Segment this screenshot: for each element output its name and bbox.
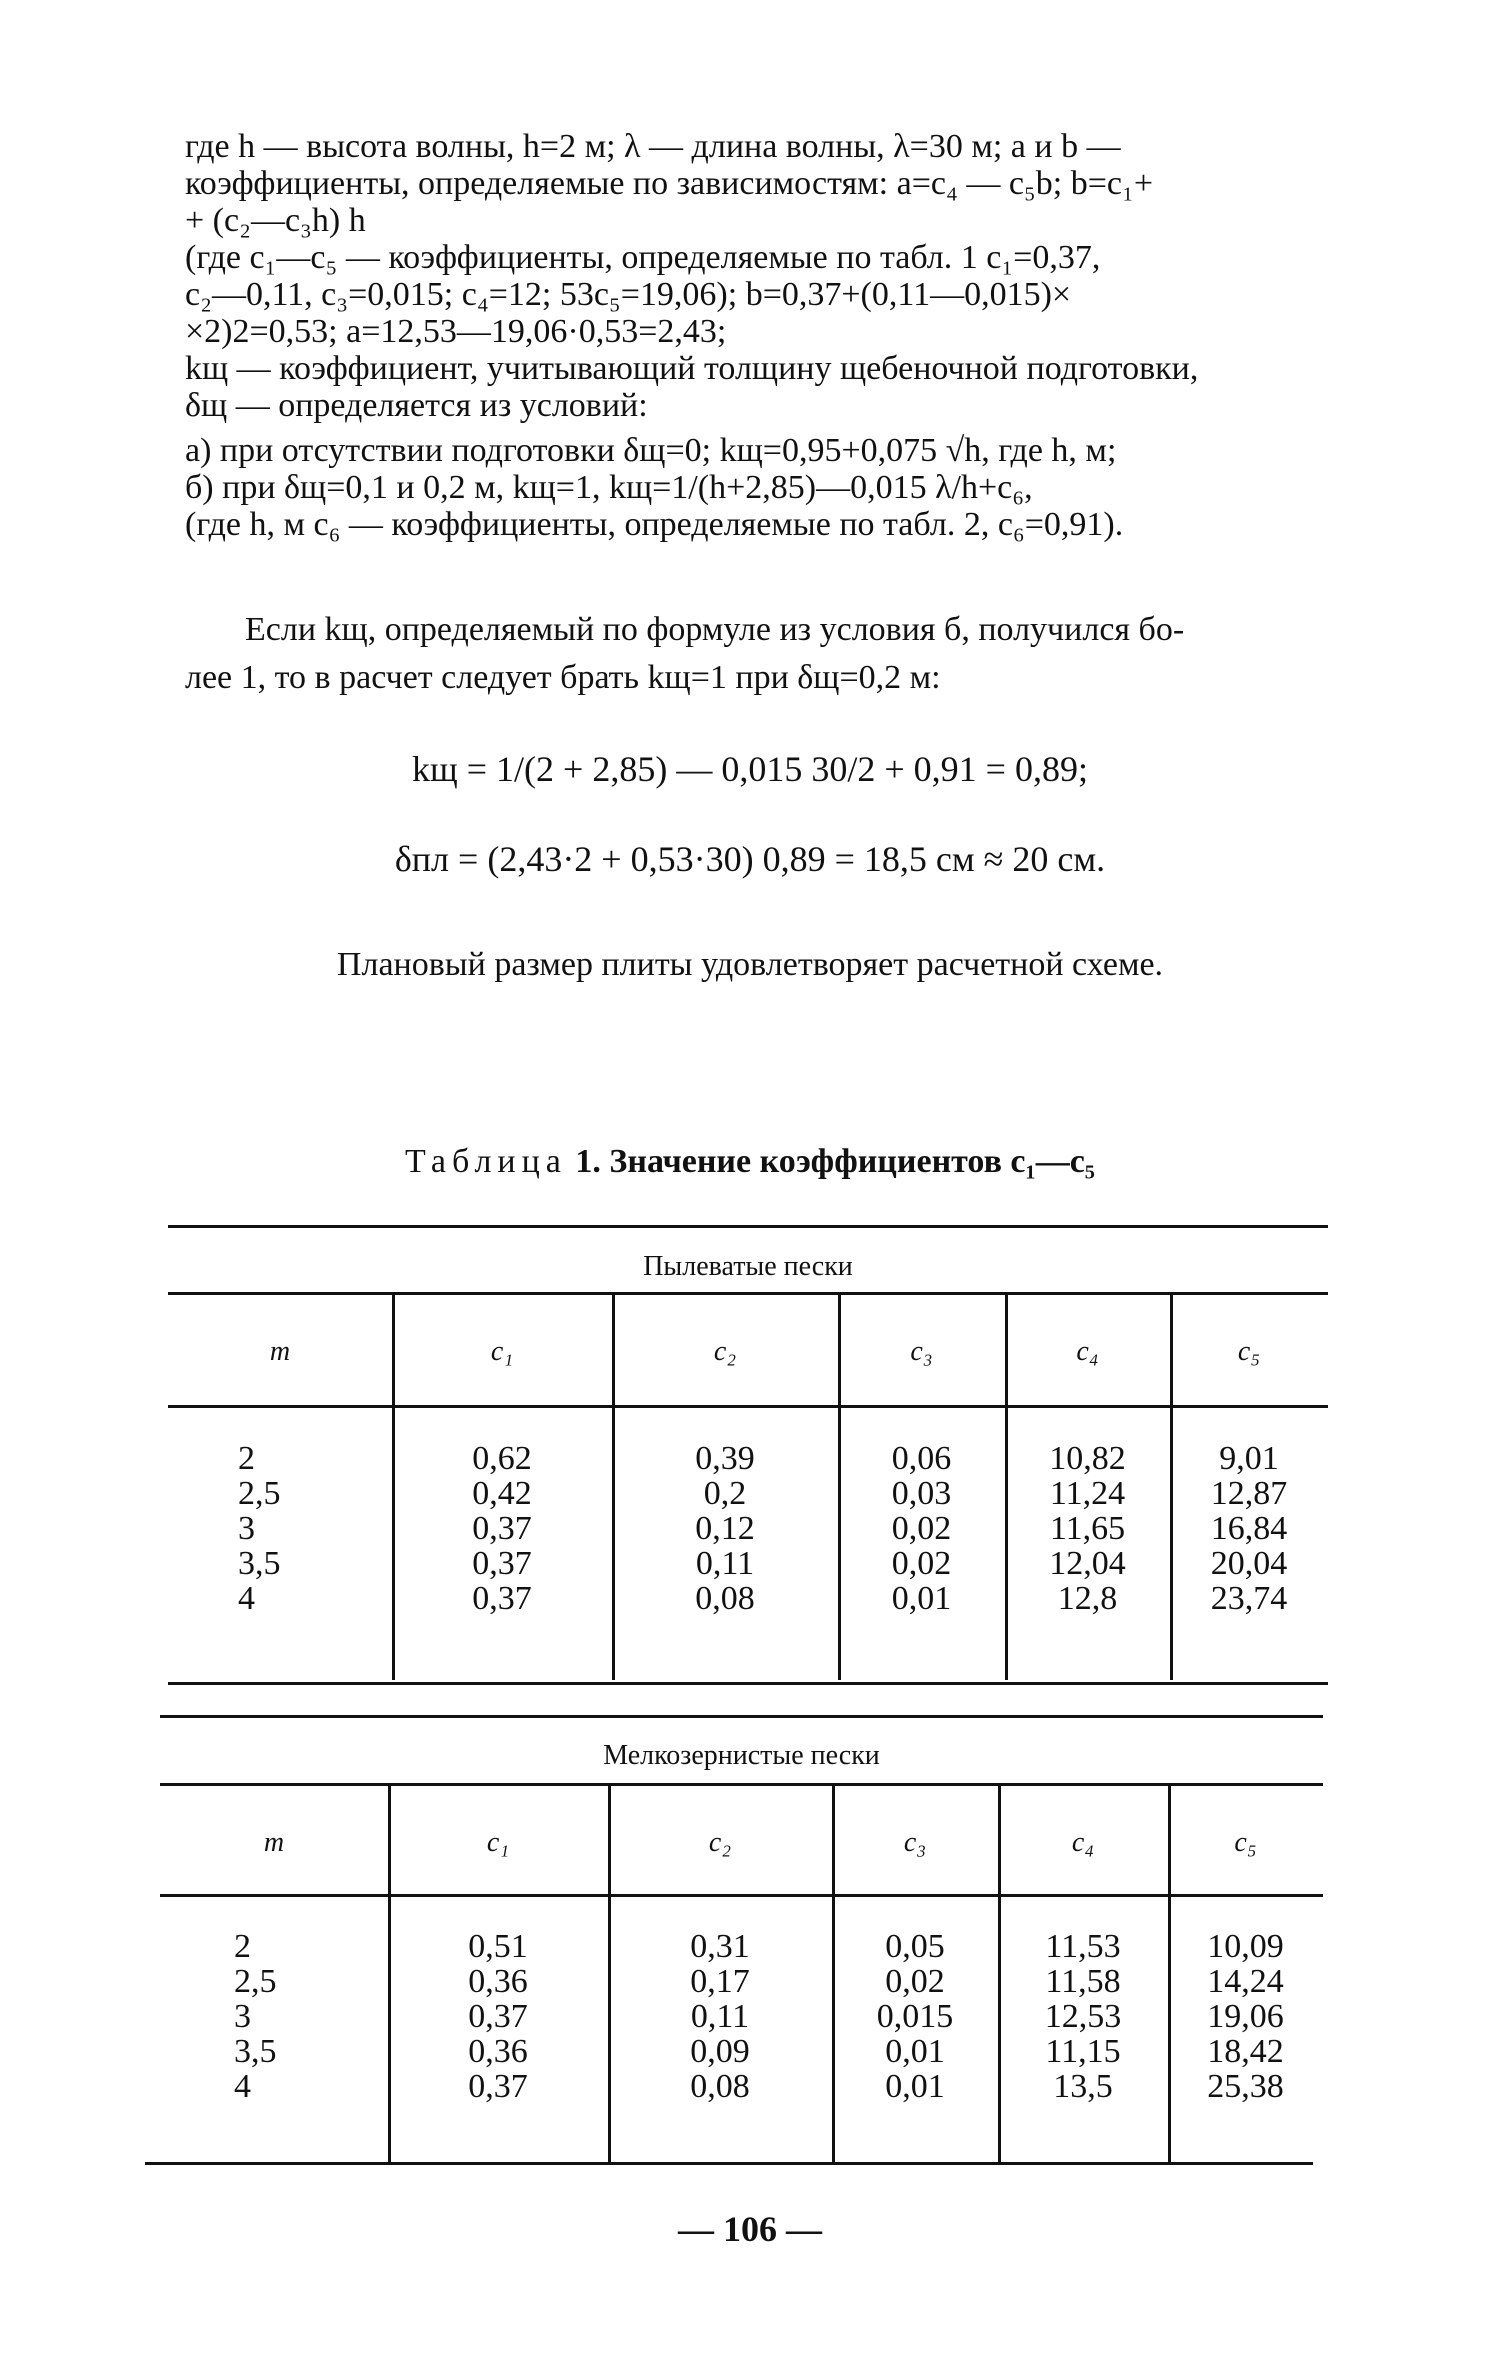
table-cell: 0,37	[468, 2068, 528, 2105]
table-cell: 0,51	[468, 1928, 528, 1965]
table-cell: 11,58	[1045, 1963, 1121, 2000]
intro-line: + (c₂—c₃h) h	[185, 202, 366, 239]
table-cell: 0,37	[472, 1545, 532, 1582]
header-c4: c₄	[1076, 1336, 1099, 1367]
intro-line: kщ — коэффициент, учитывающий толщину щебеночной подготовки,	[185, 350, 1199, 387]
rule	[160, 1783, 1323, 1786]
table-cell: 3	[234, 1998, 251, 2035]
table-cell: 4	[234, 2068, 251, 2105]
rule	[168, 1225, 1328, 1228]
header-m: m	[269, 1336, 291, 1367]
table-cell: 0,36	[468, 1963, 528, 2000]
formula-k: kщ = 1/(2 + 2,85) — 0,015 30/2 + 0,91 = 0,89;	[412, 749, 1088, 789]
intro-paragraph	[185, 128, 1345, 424]
header-c3: c₃	[910, 1336, 933, 1367]
table-cell: 12,8	[1057, 1580, 1118, 1617]
intro-line: c₂—0,11, c₃=0,015; c₄=12; 53c₅=19,06); b=0,37+(0,11—0,015)×	[185, 276, 1072, 313]
table-cell: 0,05	[885, 1928, 945, 1965]
table-cell: 2	[238, 1440, 255, 1477]
table-cell: 2,5	[238, 1475, 281, 1512]
condition-line: а) при отсутствии подготовки δщ=0; kщ=0,95+0,075 √h, где h, м;	[185, 432, 1117, 469]
table-cell: 10,82	[1049, 1440, 1126, 1477]
table-cell: 3	[238, 1510, 255, 1547]
table-cell: 12,53	[1044, 1998, 1122, 2035]
table-cell: 0,015	[876, 1998, 954, 2035]
table-title-text: 1. Значение коэффициентов c₁—c₅	[575, 1143, 1096, 1180]
table-cell: 20,04	[1210, 1545, 1288, 1582]
rule	[160, 1715, 1323, 1718]
table-cell: 13,5	[1053, 2068, 1113, 2105]
explanation-line: лее 1, то в расчет следует брать kщ=1 при δщ=0,2 м:	[185, 659, 941, 696]
table-cell: 12,87	[1210, 1475, 1288, 1512]
column-c1-values	[392, 1441, 612, 1616]
table-cell: 0,62	[472, 1440, 532, 1477]
table-cell: 0,03	[891, 1475, 952, 1512]
table-cell: 0,02	[891, 1510, 952, 1547]
rule	[168, 1682, 1328, 1685]
table-cell: 11,24	[1049, 1475, 1126, 1512]
formula-delta: δпл = (2,43·2 + 0,53·30) 0,89 = 18,5 см ≈ 20 см.	[394, 839, 1106, 879]
column-m-values	[234, 1928, 277, 2105]
explanation-line: Если kщ, определяемый по формуле из условия б, получился бо-	[245, 611, 1185, 648]
column-m-values	[238, 1440, 281, 1617]
table-cell: 3,5	[234, 2033, 277, 2070]
table-cell: 0,02	[891, 1545, 952, 1582]
table-cell: 0,01	[885, 2033, 945, 2070]
table-cell: 11,15	[1045, 2033, 1121, 2070]
table-cell: 12,04	[1049, 1545, 1126, 1582]
table-cell: 0,37	[472, 1580, 532, 1617]
column-c2-values	[612, 1441, 838, 1616]
header-c1: c₁	[490, 1336, 514, 1367]
header-c3: c₃	[903, 1827, 927, 1858]
header-c4: c₄	[1071, 1827, 1095, 1858]
table-cell: 0,37	[472, 1510, 532, 1547]
condition-line: б) при δщ=0,1 и 0,2 м, kщ=1, kщ=1/(h+2,85)—0,015 λ/h+c₆,	[185, 469, 1033, 506]
table-cell: 11,65	[1049, 1510, 1126, 1547]
rule	[168, 1405, 1328, 1408]
table-cell: 11,53	[1045, 1928, 1121, 1965]
intro-line: коэффициенты, определяемые по зависимостям: a=c₄ — c₅b; b=c₁+	[185, 165, 1154, 202]
table-cell: 0,2	[703, 1475, 747, 1512]
intro-line: δщ — определяется из условий:	[185, 387, 648, 424]
header-m: m	[263, 1827, 285, 1858]
table-cell: 4	[238, 1580, 255, 1617]
table-cell: 0,09	[690, 2033, 750, 2070]
rule	[145, 2162, 1313, 2165]
column-c3-values	[838, 1441, 1005, 1616]
column-c3-values	[832, 1929, 998, 2104]
rule	[160, 1894, 1323, 1897]
table-cell: 0,01	[885, 2068, 945, 2105]
explanation-paragraph	[185, 606, 1345, 702]
table-cell: 9,01	[1219, 1440, 1279, 1477]
table-cell: 0,08	[690, 2068, 750, 2105]
table-cell: 0,17	[690, 1963, 750, 2000]
header-c2: c₂	[708, 1827, 732, 1858]
table-cell: 0,11	[695, 1545, 755, 1582]
table-cell: 0,02	[885, 1963, 945, 2000]
table-cell: 0,08	[695, 1580, 755, 1617]
condition-line: (где h, м c₆ — коэффициенты, определяемые по табл. 2, c₆=0,91).	[185, 506, 1124, 543]
column-c4-values	[1005, 1441, 1170, 1616]
header-c5: c₅	[1234, 1827, 1257, 1858]
header-c2: c₂	[713, 1336, 737, 1367]
table-cell: 0,42	[472, 1475, 532, 1512]
group-heading: Пылеватые пески	[643, 1251, 853, 1282]
table-cell: 25,38	[1207, 2068, 1284, 2105]
column-c1-values	[388, 1929, 608, 2104]
table-cell: 23,74	[1210, 1580, 1288, 1617]
table-cell: 0,06	[891, 1440, 952, 1477]
header-c5: c₅	[1237, 1336, 1261, 1367]
table-title	[0, 1143, 1500, 1181]
table-cell: 0,12	[695, 1510, 755, 1547]
table-title-prefix: Таблица	[404, 1143, 567, 1180]
table-cell: 0,37	[468, 1998, 528, 2035]
intro-line: где h — высота волны, h=2 м; λ — длина волны, λ=30 м; a и b —	[185, 128, 1121, 165]
table-cell: 14,24	[1207, 1963, 1284, 2000]
table-cell: 3,5	[238, 1545, 281, 1582]
group-heading: Мелкозернистые пески	[603, 1740, 880, 1771]
table-cell: 16,84	[1210, 1510, 1288, 1547]
conclusion-text: Плановый размер плиты удовлетворяет расчетной схеме.	[336, 946, 1164, 983]
table-cell: 0,36	[468, 2033, 528, 2070]
intro-line: (где c₁—c₅ — коэффициенты, определяемые по табл. 1 c₁=0,37,	[185, 239, 1101, 276]
column-c2-values	[608, 1929, 832, 2104]
table-cell: 2,5	[234, 1963, 277, 2000]
rule	[168, 1292, 1328, 1295]
table-cell: 0,31	[690, 1928, 750, 1965]
table-cell: 2	[234, 1928, 251, 1965]
table-cell: 18,42	[1207, 2033, 1284, 2070]
table-cell: 0,11	[690, 1998, 750, 2035]
header-c1: c₁	[486, 1827, 510, 1858]
column-c5-values	[1170, 1441, 1328, 1616]
conditions-paragraph	[185, 432, 1345, 543]
column-c5-values	[1168, 1929, 1323, 2104]
intro-line: ×2)2=0,53; a=12,53—19,06·0,53=2,43;	[185, 313, 727, 350]
table-cell: 0,01	[891, 1580, 952, 1617]
column-c4-values	[998, 1929, 1168, 2104]
table-cell: 19,06	[1207, 1998, 1284, 2035]
table-cell: 0,39	[695, 1440, 755, 1477]
page-number: — 106 —	[678, 2209, 822, 2249]
table-cell: 10,09	[1207, 1928, 1284, 1965]
